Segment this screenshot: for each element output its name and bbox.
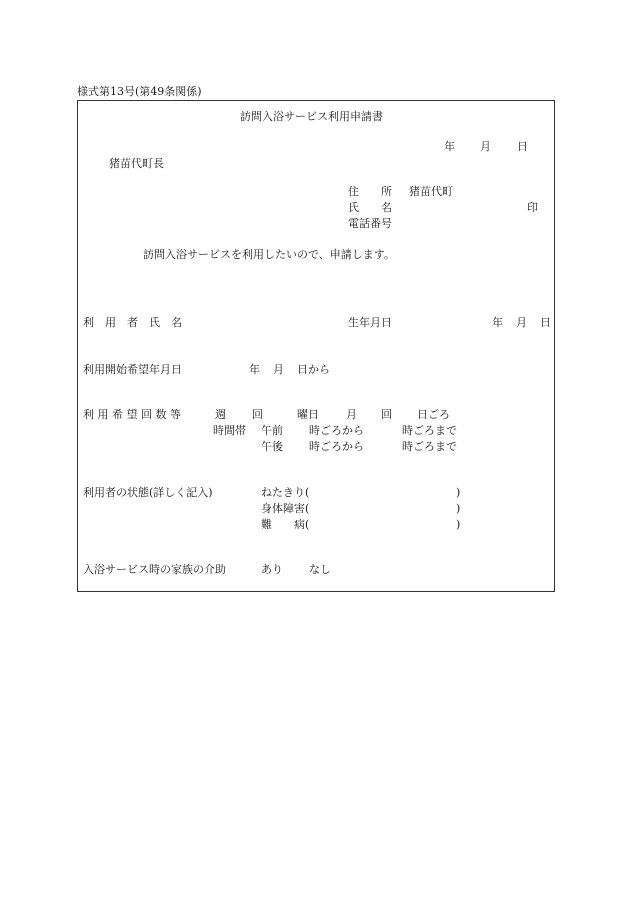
date-year: 年 <box>444 140 455 153</box>
birth-date-label: 生年月日 <box>348 316 392 329</box>
am-from: 時ごろから <box>309 424 364 437</box>
family-assist-yes: あり <box>261 563 283 576</box>
phone-label: 電話番号 <box>348 217 392 230</box>
date-month: 月 <box>480 140 491 153</box>
pm-from: 時ごろから <box>309 440 364 453</box>
condition-label: 利用者の状態(詳しく記入) <box>83 486 213 499</box>
start-date-label: 利用開始希望年月日 <box>83 363 182 376</box>
start-day-from: 日から <box>297 363 330 376</box>
birth-month: 月 <box>516 316 527 329</box>
application-form <box>77 100 555 592</box>
seal-mark: 印 <box>527 201 538 214</box>
name-label: 氏 名 <box>348 201 392 214</box>
condition-intractable-close: ) <box>456 518 461 531</box>
condition-bedridden-close: ) <box>456 486 461 499</box>
frequency-month: 月 <box>346 408 357 421</box>
user-name-label: 利 用 者 氏 名 <box>83 316 182 329</box>
address-value: 猪苗代町 <box>409 185 453 198</box>
addressee: 猪苗代町長 <box>109 157 164 170</box>
start-month: 月 <box>273 363 284 376</box>
timeband-label: 時間帯 <box>213 424 246 437</box>
condition-disability: 身体障害( <box>261 502 310 515</box>
frequency-week: 週 <box>215 408 226 421</box>
frequency-times-per-month: 回 <box>381 408 392 421</box>
start-year: 年 <box>249 363 260 376</box>
family-assist-label: 入浴サービス時の家族の介助 <box>83 563 226 576</box>
address-label: 住 所 <box>348 185 392 198</box>
am-until: 時ごろまで <box>402 424 457 437</box>
form-title: 訪問入浴サービス利用申請書 <box>240 110 383 123</box>
form-number: 様式第13号(第49条関係) <box>77 85 202 98</box>
frequency-day-approx: 日ごろ <box>417 408 450 421</box>
date-day: 日 <box>517 140 528 153</box>
condition-intractable: 難 病( <box>261 518 310 531</box>
family-assist-no: なし <box>309 563 331 576</box>
birth-day: 日 <box>540 316 551 329</box>
am-label: 午前 <box>261 424 283 437</box>
pm-until: 時ごろまで <box>402 440 457 453</box>
condition-bedridden: ねたきり( <box>261 486 310 499</box>
frequency-weekday: 曜日 <box>297 408 319 421</box>
frequency-times-per-week: 回 <box>252 408 263 421</box>
condition-disability-close: ) <box>456 502 461 515</box>
pm-label: 午後 <box>261 440 283 453</box>
request-text: 訪問入浴サービスを利用したいので、申請します。 <box>143 248 395 261</box>
frequency-label: 利 用 希 望 回 数 等 <box>83 408 181 421</box>
birth-year: 年 <box>492 316 503 329</box>
